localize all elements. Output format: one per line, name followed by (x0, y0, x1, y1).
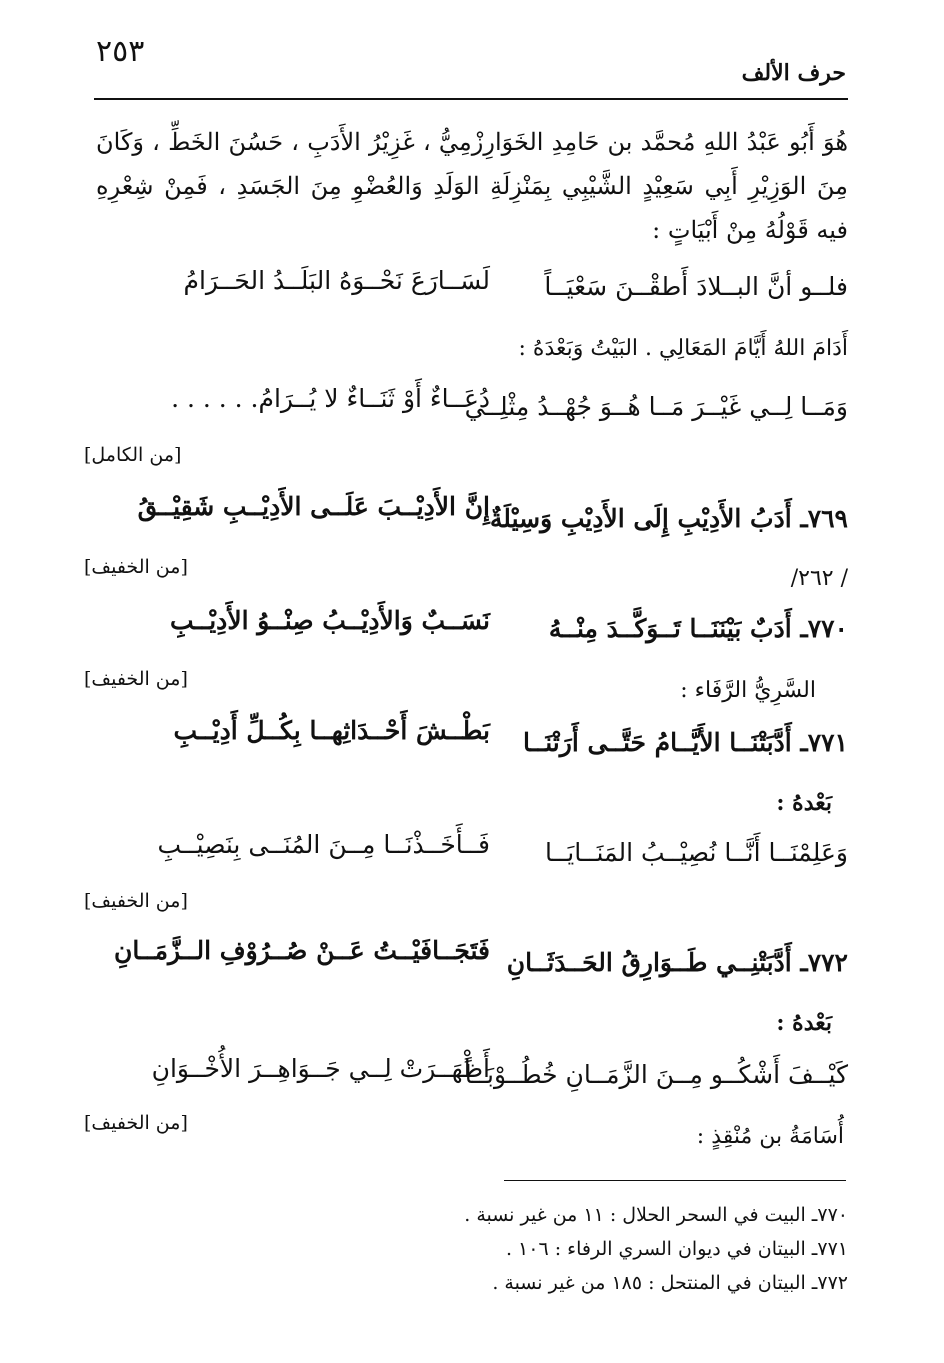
meter-label: [من الكامل] (84, 444, 182, 466)
poem-770-hemistich-2: نَسَــبٌ وَالأَدِيْــبُ صِنْــوُ الأَدِيْــبِ (170, 606, 490, 635)
footnote-rule (504, 1180, 846, 1181)
footnote-770: ٧٧٠ـ البيت في السحر الحلال : ١١ من غير نسبة . (464, 1204, 848, 1226)
verse-1-hemistich-2: لَسَــارَعَ نَحْــوَهُ البَلَــدُ الحَــرَامُ (183, 266, 490, 295)
running-header: حرف الألف (741, 60, 846, 86)
poet-name: أُسَامَةُ بن مُنْقِذٍ : (696, 1124, 844, 1149)
continuation-note: بَعْدهُ : (776, 790, 832, 816)
poem-769-hemistich-2: إِنَّ الأَدِيْــبَ عَلَــى الأَدِيْــبِ شَقِيْــقُ (137, 492, 490, 521)
commentary-line: أَدَامَ اللهُ أَيَّامَ المَعَالِي . البَيْتُ وَبَعْدَهُ : (518, 336, 848, 361)
verse-3-hemistich-2: فَــأَخَــذْنَــا مِــنَ المُنَــى بِنَصِيْــبِ (157, 830, 490, 859)
verse-1-hemistich-1: فلــو أنَّ البــلادَ أَطقْــنَ سَعْيَــاً (544, 272, 848, 301)
meter-label: [من الخفيف] (84, 890, 188, 912)
footnote-771: ٧٧١ـ البيتان في ديوان السري الرفاء : ١٠٦ . (505, 1238, 848, 1260)
page-number: ٢٥٣ (96, 34, 145, 69)
verse-4-hemistich-2: أَظْهَــرَتْ لِــي جَــوَاهِــرَ الأُخْــوَانِ (151, 1054, 490, 1083)
poem-769-hemistich-1: ٧٦٩ـ أَدَبُ الأَدِيْبِ إِلَى الأَدِيْبِ وَسِيْلَةٌ (489, 504, 848, 533)
verse-3-hemistich-1: وَعَلِمْنَــا أَنَّــا نُصِيْــبُ المَنَــايَــا (545, 838, 848, 867)
footnote-772: ٧٧٢ـ البيتان في المنتحل : ١٨٥ من غير نسبة . (492, 1272, 848, 1294)
poem-772-hemistich-2: فَتَجَــافَيْــتُ عَــنْ صُــرُوْفِ الــزَّمَــانِ (114, 936, 490, 965)
intro-paragraph: هُوَ أَبُو عَبْدُ اللهِ مُحمَّد بن حَامِدِ الخَوَارِزْمِيُّ ، غَزِيْرُ الأَدَبِ ، حَسُنَ الخَطِّ ، وَكَانَ مِنَ الوَزِيْرِ أَبِي سَعِيْدٍ الشَّيْبِي بِمَنْزِلَةِ الوَلَدِ وَالعُضْوِ مِنَ الجَسَدِ ، فَمِنْ شِعْرِهِ فيه قَوْلُهُ مِنْ أَبْيَاتٍ : (96, 128, 848, 244)
meter-label: [من الخفيف] (84, 1112, 188, 1134)
continuation-note: بَعْدهُ : (776, 1010, 832, 1036)
verse-4-hemistich-1: كَيْــفَ أَشْكُــو مِــنَ الزَّمَــانِ خُطُــوْبَــاً (464, 1060, 848, 1089)
meter-label: [من الخفيف] (84, 668, 188, 690)
meter-label: [من الخفيف] (84, 556, 188, 578)
header-rule (94, 98, 848, 100)
poem-771-hemistich-2: بَطْــشَ أَحْــدَاثِهــا بِكُــلِّ أَدِيْــبِ (173, 716, 490, 745)
manuscript-reference: / ٢٦٢/ (790, 566, 848, 591)
poem-772-hemistich-1: ٧٧٢ـ أَدَّبَتْنِــي طَــوَارِقُ الحَــدَثَــانِ (506, 948, 848, 977)
poem-771-hemistich-1: ٧٧١ـ أَدَّبَتْنَــا الأَيَّــامُ حَتَّــى أَرَتْنَــا (522, 728, 848, 757)
verse-2-hemistich-1: وَمَــا لِــي غَيْــرَ مَــا هُــوَ جُهْــدُ مِثْلِــي (464, 392, 848, 421)
verse-2-hemistich-2: دُعَــاءٌ أَوْ ثَنَــاءٌ لا يُــرَامُ. . . . . . (171, 384, 490, 413)
poem-770-hemistich-1: ٧٧٠ـ أَدَبٌ بَيْنَنَــا تَــوَكَّــدَ مِنْــهُ (548, 614, 848, 643)
poet-name: السَّرِيُّ الرَّفَاء : (680, 678, 816, 703)
